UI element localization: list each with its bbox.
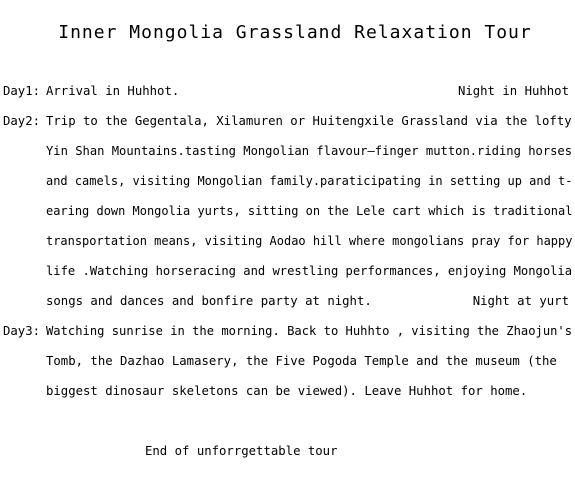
closing-line: End of unforrgettable tour [145,444,338,458]
day3-line-1: Watching sunrise in the morning. Back to Huhhto , visiting the Zhaojun's [46,324,573,338]
day2-line-4: earing down Mongolia yurts, sitting on the Lele cart which is traditional [46,204,573,218]
day1-line-1: Arrival in Huhhot. [46,84,180,98]
day2-line-1: Trip to the Gegentala, Xilamuren or Huitengxile Grassland via the lofty [46,114,572,128]
day2-line-2: Yin Shan Mountains.tasting Mongolian flavour—finger mutton.riding horses [46,144,573,158]
day2-line-6: life .Watching horseracing and wrestling performances, enjoying Mongolia [46,264,573,278]
day2-overnight: Night at yurt [472,294,569,308]
day2-label: Day2: [3,114,41,128]
day3-line-2: Tomb, the Dazhao Lamasery, the Five Pogoda Temple and the museum (the [46,354,557,368]
day1-label: Day1: [3,84,41,98]
page-title: Inner Mongolia Grassland Relaxation Tour [58,22,532,43]
day3-line-3: biggest dinosaur skeletons can be viewed). Leave Huhhot for home. [46,384,528,398]
day1-overnight: Night in Huhhot [457,84,569,98]
day2-line-3: and camels, visiting Mongolian family.paraticipating in setting up and t- [46,174,573,188]
day2-line-5: transportation means, visiting Aodao hill where mongolians pray for happy [46,234,573,248]
day3-label: Day3: [3,324,41,338]
day2-line-7: songs and dances and bonfire party at night. [46,294,372,308]
